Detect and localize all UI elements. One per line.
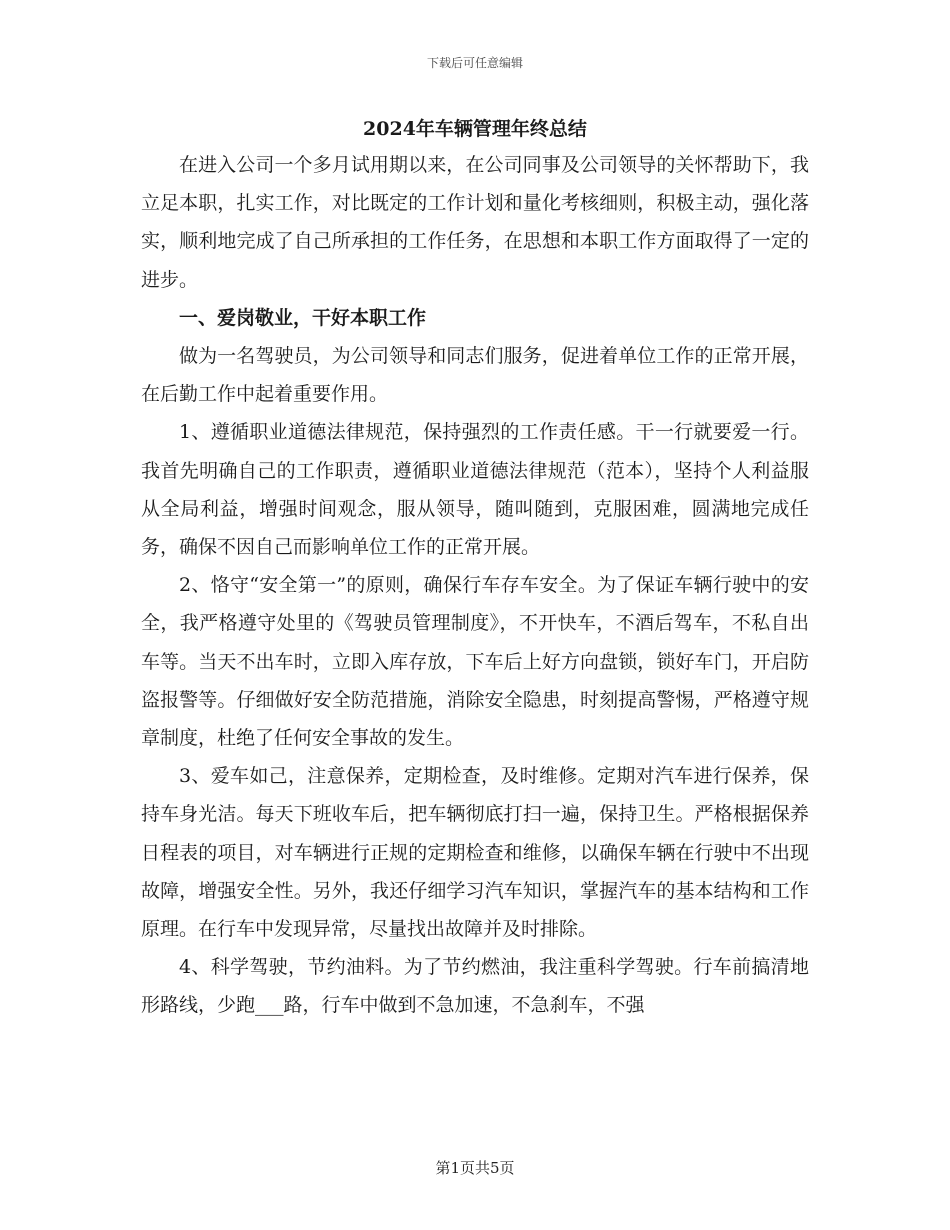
- item-paragraph-1: 1、遵循职业道德法律规范，保持强烈的工作责任感。干一行就要爱一行。我首先明确自己的工作职责，遵循职业道德法律规范（范本），坚持个人利益服从全局利益，增强时间观念，服从领导，随叫随到，克服困难，圆满地完成任务，确保不因自己而影响单位工作的正常开展。: [141, 421, 809, 559]
- section-intro-paragraph: 做为一名驾驶员，为公司领导和同志们服务，促进着单位工作的正常开展，在后勤工作中起着重要作用。: [141, 345, 809, 406]
- intro-paragraph: 在进入公司一个多月试用期以来，在公司同事及公司领导的关怀帮助下，我立足本职，扎实工作，对比既定的工作计划和量化考核细则，积极主动，强化落实，顺利地完成了自己所承担的工作任务，在思想和本职工作方面取得了一定的进步。: [141, 154, 809, 291]
- item-paragraph-3: 3、爱车如己，注意保养，定期检查，及时维修。定期对汽车进行保养，保持车身光洁。每天下班收车后，把车辆彻底打扫一遍，保持卫生。严格根据保养日程表的项目，对车辆进行正规的定期检查和维修，以确保车辆在行驶中不出现故障，增强安全性。另外，我还仔细学习汽车知识，掌握汽车的基本结构和工作原理。在行车中发现异常，尽量找出故障并及时排除。: [141, 765, 809, 941]
- item-paragraph-2: 2、恪守“安全第一”的原则，确保行车存车安全。为了保证车辆行驶中的安全，我严格遵守处里的《驾驶员管理制度》，不开快车，不酒后驾车，不私自出车等。当天不出车时，立即入库存放，下车后上好方向盘锁，锁好车门，开启防盗报警等。仔细做好安全防范措施，消除安全隐患，时刻提高警惕，严格遵守规章制度，杜绝了任何安全事故的发生。: [141, 574, 809, 750]
- document-body: [141, 112, 809, 1025]
- section-heading: 一、爱岗敬业，干好本职工作: [179, 306, 427, 329]
- page-number: 第1页共5页: [435, 1159, 515, 1177]
- item-paragraph-4: 4、科学驾驶，节约油料。为了节约燃油，我注重科学驾驶。行车前搞清地形路线，少跑___路，行车中做到不急加速，不急刹车，不强: [141, 956, 809, 1017]
- header-note: 下载后可任意编辑: [426, 56, 523, 70]
- document-title: 2024年车辆管理年终总结: [363, 118, 587, 140]
